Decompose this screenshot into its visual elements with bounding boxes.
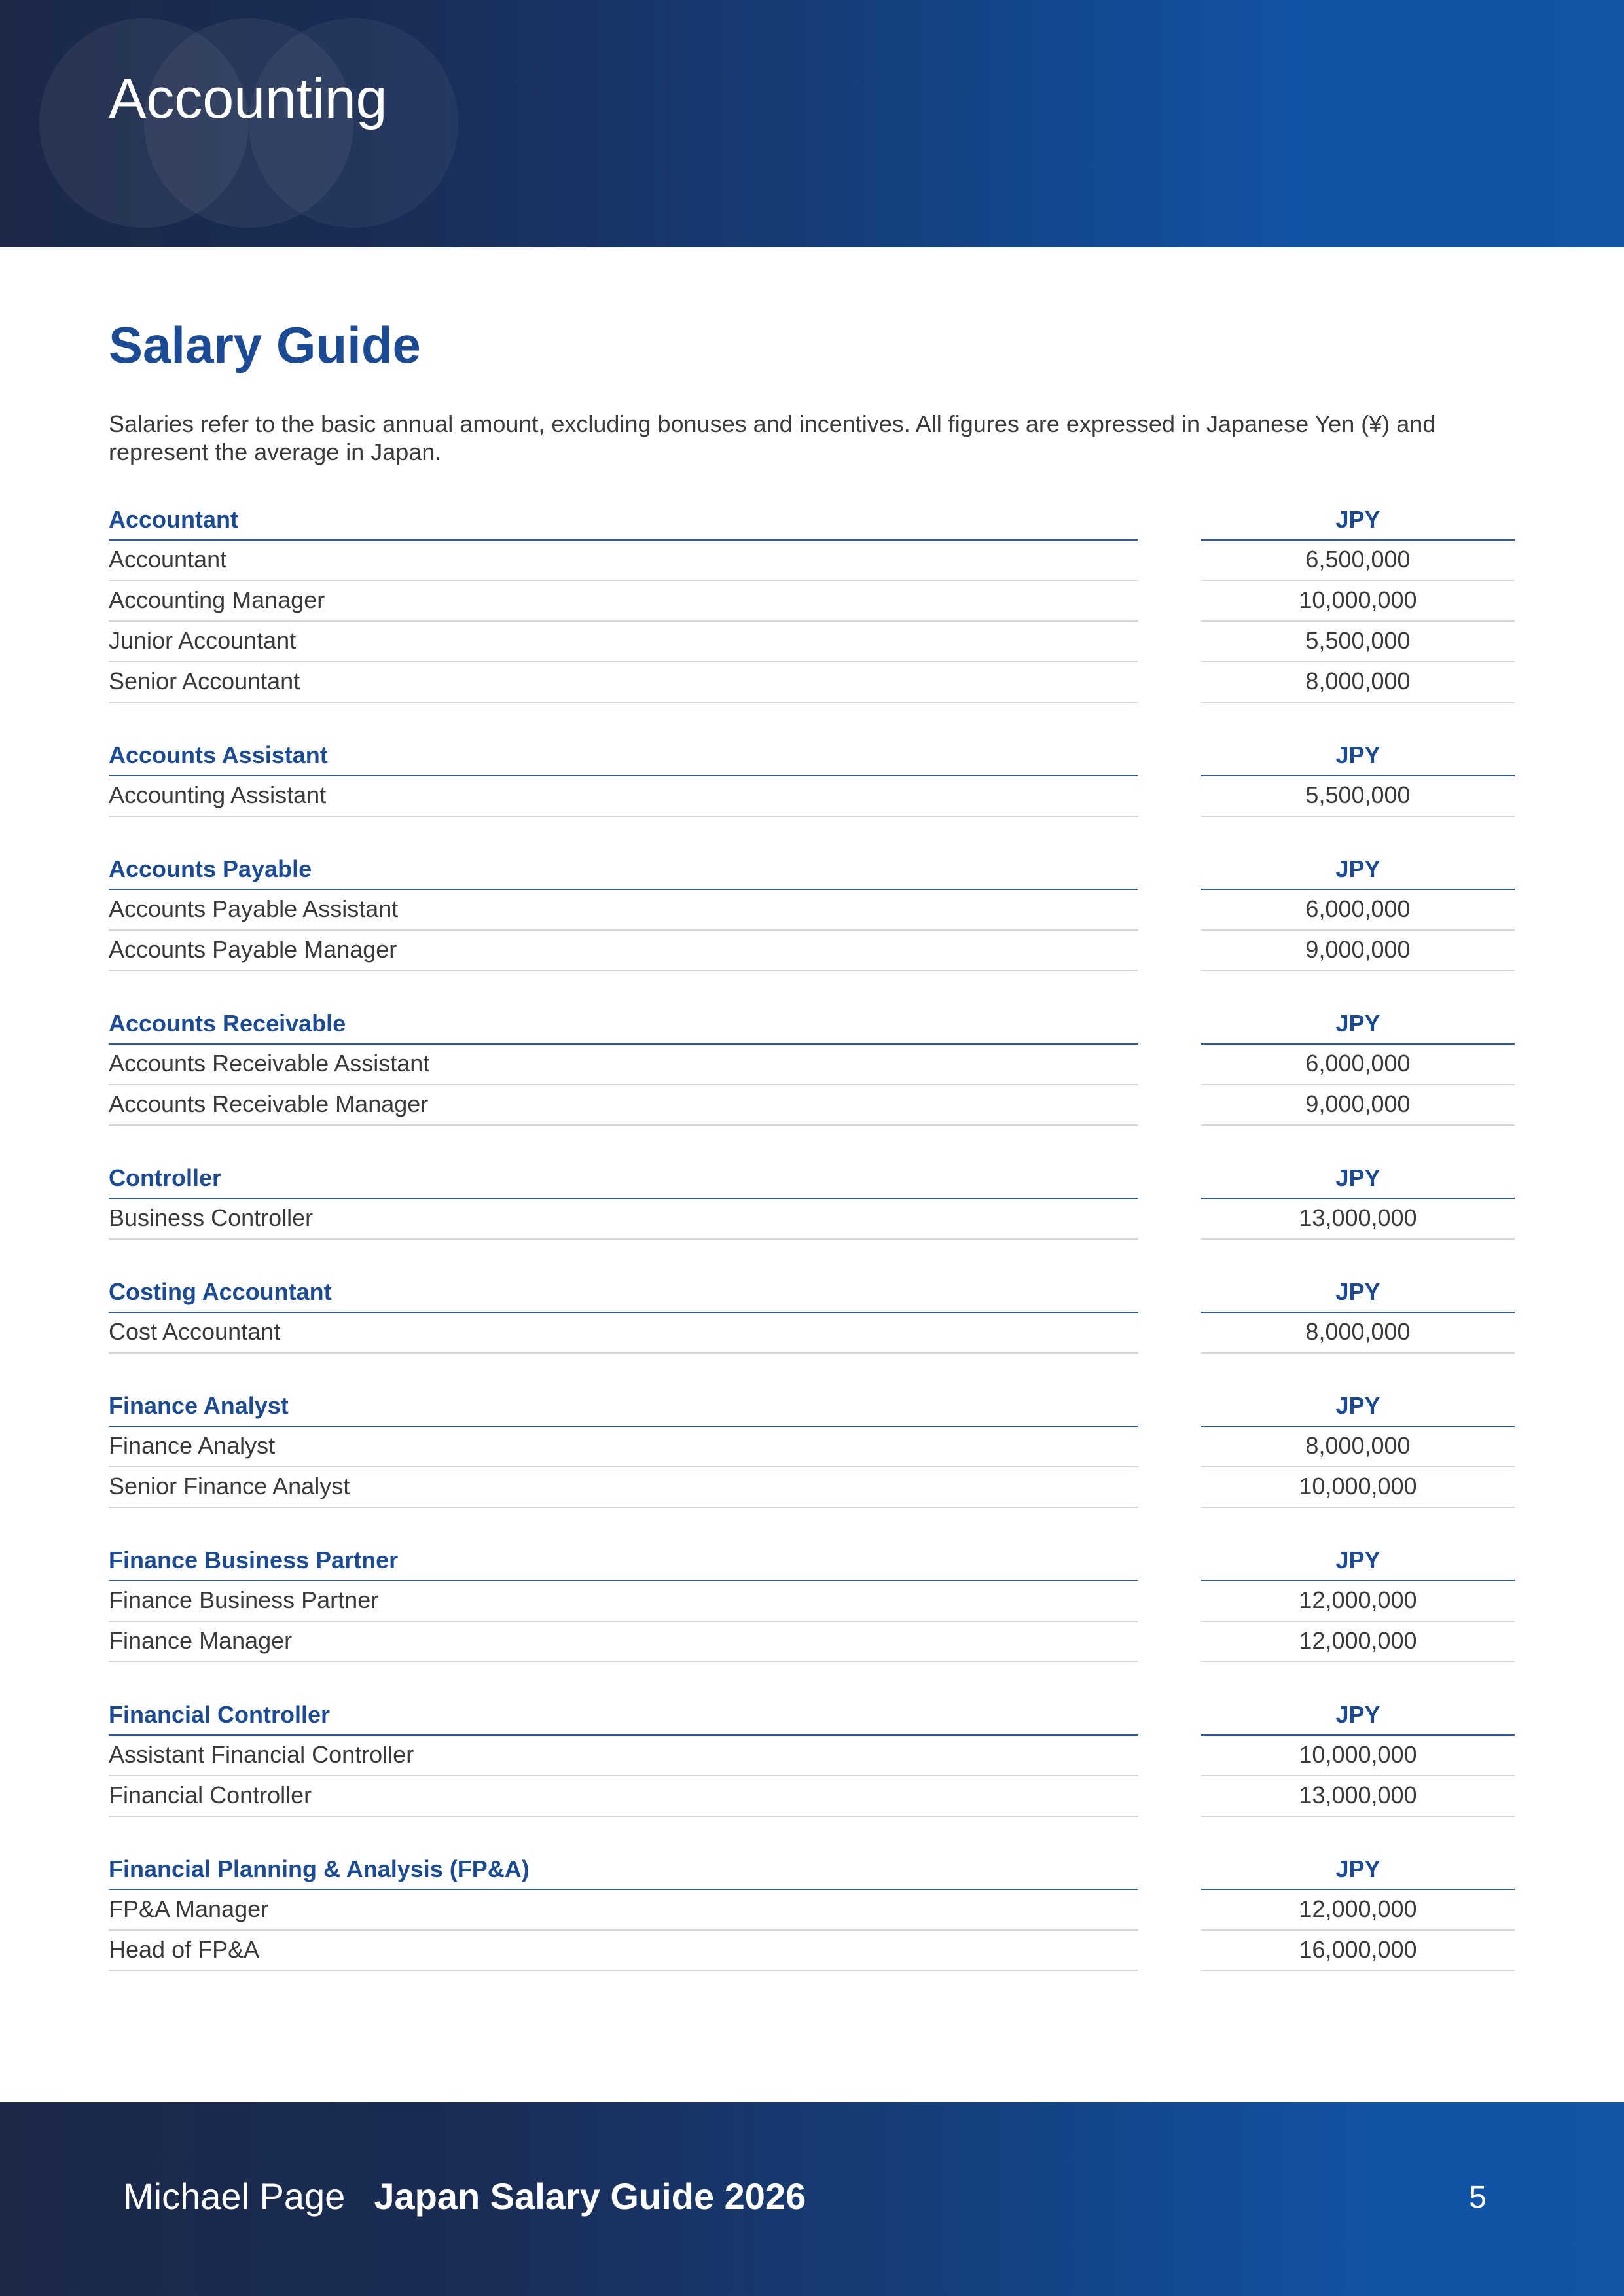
salary-section	[109, 1279, 1515, 1354]
table-row	[109, 1890, 1515, 1931]
job-title: Junior Accountant	[109, 622, 1138, 662]
job-title: Senior Finance Analyst	[109, 1467, 1138, 1508]
intro-paragraph: Salaries refer to the basic annual amount, excluding bonuses and incentives. All figures are expressed in Japanese Yen (¥) and represent the average in Japan.	[109, 410, 1436, 465]
section-header	[109, 1702, 1515, 1736]
table-row	[109, 1427, 1515, 1467]
currency-heading: JPY	[1201, 1547, 1515, 1581]
footer-brand	[123, 2178, 806, 2215]
table-row	[109, 662, 1515, 703]
category-heading: Controller	[109, 1165, 1138, 1199]
salary-value: 12,000,000	[1201, 1622, 1515, 1662]
table-row	[109, 1581, 1515, 1622]
job-title: Senior Accountant	[109, 662, 1138, 703]
table-row	[109, 1085, 1515, 1126]
salary-value: 5,500,000	[1201, 776, 1515, 817]
job-title: Finance Business Partner	[109, 1581, 1138, 1622]
job-title: Accounting Assistant	[109, 776, 1138, 817]
salary-value: 6,000,000	[1201, 890, 1515, 931]
category-heading: Accounts Receivable	[109, 1011, 1138, 1045]
table-row	[109, 1736, 1515, 1776]
currency-heading: JPY	[1201, 1279, 1515, 1313]
table-row	[109, 1776, 1515, 1817]
job-title: Business Controller	[109, 1199, 1138, 1240]
job-title: Accounts Payable Manager	[109, 931, 1138, 971]
currency-heading: JPY	[1201, 507, 1515, 541]
publication-title: Japan Salary Guide 2026	[374, 2176, 806, 2217]
table-row	[109, 1622, 1515, 1662]
page-title: Salary Guide	[109, 316, 421, 374]
job-title: Assistant Financial Controller	[109, 1736, 1138, 1776]
table-row	[109, 1045, 1515, 1085]
salary-value: 13,000,000	[1201, 1199, 1515, 1240]
job-title: Accountant	[109, 541, 1138, 581]
category-heading: Accounts Payable	[109, 856, 1138, 890]
currency-heading: JPY	[1201, 1011, 1515, 1045]
table-row	[109, 1313, 1515, 1354]
table-row	[109, 1467, 1515, 1508]
section-header	[109, 1856, 1515, 1890]
table-row	[109, 1931, 1515, 1971]
job-title: FP&A Manager	[109, 1890, 1138, 1931]
job-title: Finance Analyst	[109, 1427, 1138, 1467]
main-content	[109, 316, 1515, 2011]
section-header	[109, 1165, 1515, 1199]
section-header	[109, 1011, 1515, 1045]
category-heading: Financial Controller	[109, 1702, 1138, 1736]
category-heading: Finance Business Partner	[109, 1547, 1138, 1581]
salary-section	[109, 1165, 1515, 1240]
section-title: Accounting	[109, 67, 388, 130]
page-number: 5	[1469, 2180, 1487, 2215]
salary-value: 9,000,000	[1201, 1085, 1515, 1126]
currency-heading: JPY	[1201, 1165, 1515, 1199]
salary-value: 5,500,000	[1201, 622, 1515, 662]
salary-value: 12,000,000	[1201, 1890, 1515, 1931]
salary-section	[109, 1011, 1515, 1126]
footer-banner	[0, 2102, 1624, 2296]
job-title: Finance Manager	[109, 1622, 1138, 1662]
salary-value: 10,000,000	[1201, 1467, 1515, 1508]
salary-value: 12,000,000	[1201, 1581, 1515, 1622]
currency-heading: JPY	[1201, 1702, 1515, 1736]
salary-section	[109, 507, 1515, 703]
job-title: Cost Accountant	[109, 1313, 1138, 1354]
category-heading: Finance Analyst	[109, 1393, 1138, 1427]
salary-value: 8,000,000	[1201, 662, 1515, 703]
salary-value: 8,000,000	[1201, 1313, 1515, 1354]
category-heading: Financial Planning & Analysis (FP&A)	[109, 1856, 1138, 1890]
salary-value: 6,000,000	[1201, 1045, 1515, 1085]
salary-section	[109, 856, 1515, 971]
salary-value: 10,000,000	[1201, 581, 1515, 622]
category-heading: Accountant	[109, 507, 1138, 541]
currency-heading: JPY	[1201, 856, 1515, 890]
job-title: Accounts Receivable Assistant	[109, 1045, 1138, 1085]
header-banner	[0, 0, 1624, 247]
salary-value: 13,000,000	[1201, 1776, 1515, 1817]
section-header	[109, 742, 1515, 776]
category-heading: Costing Accountant	[109, 1279, 1138, 1313]
table-row	[109, 622, 1515, 662]
section-header	[109, 1547, 1515, 1581]
section-header	[109, 1279, 1515, 1313]
salary-section	[109, 1702, 1515, 1817]
category-heading: Accounts Assistant	[109, 742, 1138, 776]
table-row	[109, 890, 1515, 931]
salary-section	[109, 1856, 1515, 1971]
salary-section	[109, 742, 1515, 817]
salary-tables	[109, 507, 1515, 1971]
job-title: Head of FP&A	[109, 1931, 1138, 1971]
table-row	[109, 1199, 1515, 1240]
currency-heading: JPY	[1201, 742, 1515, 776]
job-title: Accounting Manager	[109, 581, 1138, 622]
currency-heading: JPY	[1201, 1393, 1515, 1427]
table-row	[109, 541, 1515, 581]
salary-value: 9,000,000	[1201, 931, 1515, 971]
brand-name: Michael Page	[123, 2176, 346, 2217]
job-title: Accounts Payable Assistant	[109, 890, 1138, 931]
salary-value: 16,000,000	[1201, 1931, 1515, 1971]
salary-section	[109, 1547, 1515, 1662]
salary-value: 6,500,000	[1201, 541, 1515, 581]
table-row	[109, 931, 1515, 971]
salary-section	[109, 1393, 1515, 1508]
currency-heading: JPY	[1201, 1856, 1515, 1890]
section-header	[109, 856, 1515, 890]
table-row	[109, 776, 1515, 817]
job-title: Financial Controller	[109, 1776, 1138, 1817]
salary-value: 8,000,000	[1201, 1427, 1515, 1467]
job-title: Accounts Receivable Manager	[109, 1085, 1138, 1126]
section-header	[109, 1393, 1515, 1427]
table-row	[109, 581, 1515, 622]
section-header	[109, 507, 1515, 541]
salary-value: 10,000,000	[1201, 1736, 1515, 1776]
